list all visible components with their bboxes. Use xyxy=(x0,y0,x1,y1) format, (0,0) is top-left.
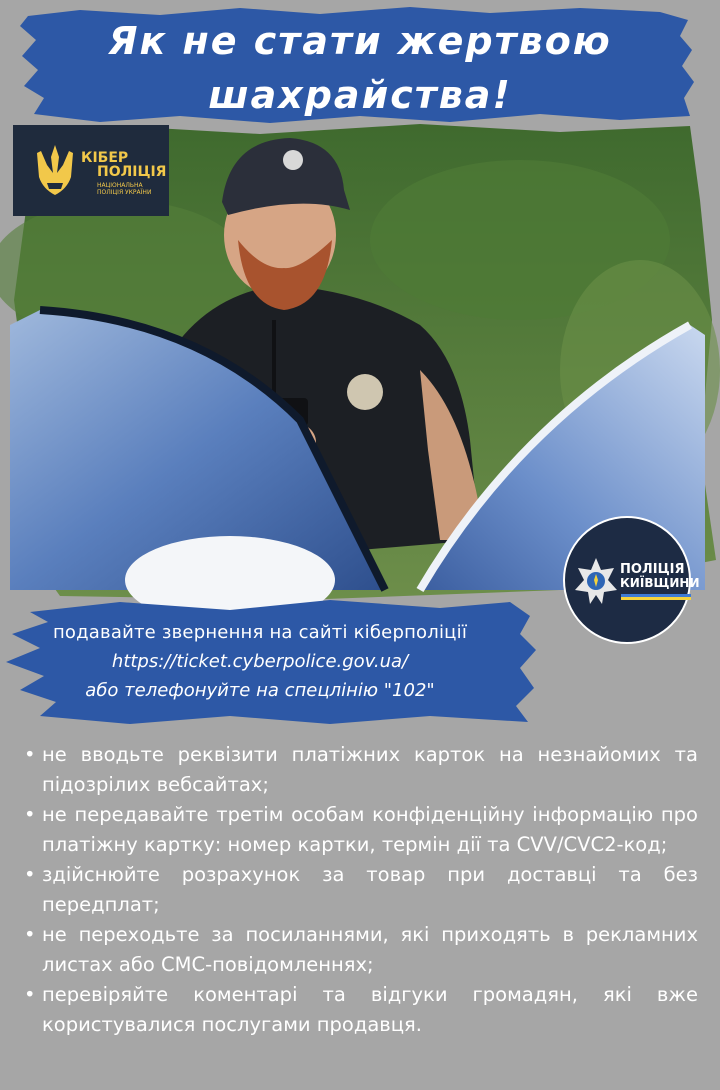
police-star-icon xyxy=(571,556,621,606)
kyiv-logo-line-2: КИЇВЩИНИ xyxy=(620,576,700,590)
contact-line-3: або телефонуйте на спецлінію "102" xyxy=(85,680,435,701)
cyberpolice-link[interactable]: https://ticket.cyberpolice.gov.ua/ xyxy=(111,651,409,672)
title-line-1: Як не стати жертвою xyxy=(108,19,612,63)
tips-list xyxy=(22,740,698,1040)
list-item: • перевіряйте коментарі та відгуки громадян, які вже користувалися послугами продавця. xyxy=(22,980,698,1040)
list-item: • не передавайте третім особам конфіденційну інформацію про платіжну картку: номер картки, термін дії та CVV/CVC2-код; xyxy=(22,800,698,860)
trident-icon xyxy=(33,143,77,199)
cyber-logo-subtitle: НАЦІОНАЛЬНА ПОЛІЦІЯ УКРАЇНИ xyxy=(97,182,152,196)
title-line-2: шахрайства! xyxy=(208,73,512,117)
list-item: • не вводьте реквізити платіжних карток на незнайомих та підозрілих вебсайтах; xyxy=(22,740,698,800)
contact-line-1: подавайте звернення на сайті кіберполіції xyxy=(52,622,468,643)
cyber-logo-line-2: ПОЛІЦІЯ xyxy=(97,164,167,180)
list-item: • не переходьте за посиланнями, які приходять в рекламних листах або СМС-повідомленнях; xyxy=(22,920,698,980)
ukraine-flag-stripe xyxy=(621,594,691,600)
page-title xyxy=(0,14,720,122)
kyiv-logo-line-1: ПОЛІЦІЯ xyxy=(620,562,685,577)
contact-info xyxy=(0,618,520,705)
cyber-logo-line-1: КІБЕР xyxy=(81,150,129,166)
list-item: • здійснюйте розрахунок за товар при доставці та без передплат; xyxy=(22,860,698,920)
kyiv-police-logo xyxy=(563,516,700,644)
cyberpolice-logo xyxy=(13,125,169,216)
